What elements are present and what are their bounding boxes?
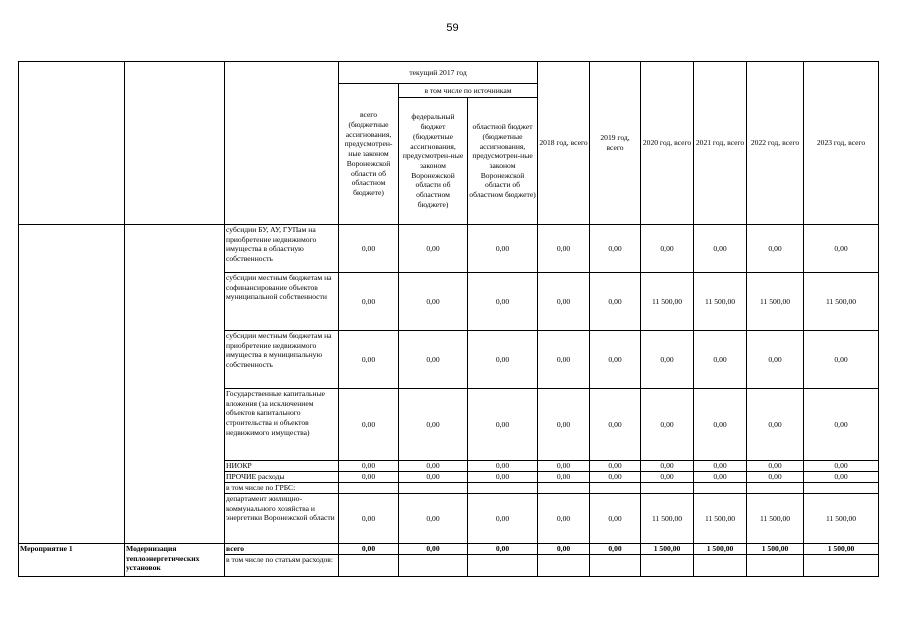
value-cell (641, 555, 694, 577)
value-cell (339, 555, 399, 577)
value-cell: 11 500,00 (747, 273, 804, 331)
header-2020: 2020 год, всего (641, 62, 694, 225)
value-cell (747, 483, 804, 494)
activity-title: Модернизация теплоэнергетических установок (125, 544, 225, 577)
empty-cell (125, 225, 225, 544)
value-cell: 0,00 (538, 331, 590, 389)
row-label: в том числе по ГРБС: (225, 483, 339, 494)
value-cell (641, 483, 694, 494)
value-cell: 0,00 (747, 225, 804, 273)
value-cell: 1 500,00 (804, 544, 879, 555)
value-cell: 11 500,00 (694, 494, 747, 544)
value-cell: 0,00 (590, 389, 641, 461)
value-cell: 0,00 (538, 494, 590, 544)
header-2023: 2023 год, всего (804, 62, 879, 225)
value-cell: 0,00 (538, 544, 590, 555)
value-cell: 0,00 (468, 494, 538, 544)
value-cell: 0,00 (339, 472, 399, 483)
value-cell: 0,00 (339, 273, 399, 331)
value-cell: 11 500,00 (641, 273, 694, 331)
header-2022: 2022 год, всего (747, 62, 804, 225)
value-cell: 0,00 (590, 273, 641, 331)
value-cell: 0,00 (538, 225, 590, 273)
value-cell: 0,00 (747, 461, 804, 472)
value-cell: 0,00 (468, 544, 538, 555)
value-cell: 0,00 (468, 225, 538, 273)
value-cell: 0,00 (747, 389, 804, 461)
header-row-1 (19, 62, 879, 84)
activity-total-row (19, 544, 879, 555)
row-label: субсидии БУ, АУ, ГУПам на приобретение недвижимого имущества в областную собственность (225, 225, 339, 273)
value-cell: 0,00 (641, 225, 694, 273)
value-cell: 0,00 (590, 494, 641, 544)
activity-name: Мероприятие 1 (19, 544, 125, 577)
header-current-year: текущий 2017 год (339, 62, 538, 84)
header-empty-cell-2 (125, 62, 225, 225)
value-cell: 0,00 (747, 331, 804, 389)
value-cell (694, 555, 747, 577)
value-cell (339, 483, 399, 494)
value-cell: 11 500,00 (694, 273, 747, 331)
header-2021: 2021 год, всего (694, 62, 747, 225)
header-total: всего (бюджетные ассигнования, предусмотрен-ные законом Воронежской области об областном бюджете) (339, 84, 399, 225)
value-cell: 0,00 (804, 225, 879, 273)
value-cell: 11 500,00 (804, 494, 879, 544)
header-2019: 2019 год, всего (590, 62, 641, 225)
value-cell (468, 555, 538, 577)
value-cell: 0,00 (538, 461, 590, 472)
value-cell: 0,00 (399, 331, 468, 389)
value-cell (590, 555, 641, 577)
value-cell: 0,00 (339, 544, 399, 555)
value-cell: 0,00 (694, 331, 747, 389)
value-cell: 0,00 (590, 225, 641, 273)
value-cell (399, 483, 468, 494)
value-cell: 0,00 (468, 472, 538, 483)
value-cell: 0,00 (339, 494, 399, 544)
value-cell: 11 500,00 (747, 494, 804, 544)
value-cell: 0,00 (538, 389, 590, 461)
value-cell: 0,00 (399, 494, 468, 544)
value-cell: 1 500,00 (694, 544, 747, 555)
value-cell: 0,00 (468, 389, 538, 461)
activity-items-label: в том числе по статьям расходов: (225, 555, 339, 577)
value-cell: 0,00 (804, 472, 879, 483)
value-cell (590, 483, 641, 494)
value-cell: 0,00 (641, 461, 694, 472)
value-cell (747, 555, 804, 577)
value-cell (538, 555, 590, 577)
value-cell: 0,00 (694, 461, 747, 472)
value-cell: 0,00 (468, 331, 538, 389)
value-cell (804, 555, 879, 577)
value-cell: 11 500,00 (804, 273, 879, 331)
header-federal: федеральный бюджет (бюджетные ассигнования, предусмотрен-ные законом Воронежской области об областном бюджете) (399, 98, 468, 225)
header-regional: областной бюджет (бюджетные ассигнования, предусмотрен-ные законом Воронежской области об областном бюджете) (468, 98, 538, 225)
value-cell: 0,00 (468, 273, 538, 331)
value-cell: 0,00 (399, 389, 468, 461)
value-cell (538, 483, 590, 494)
value-cell: 0,00 (538, 472, 590, 483)
value-cell: 0,00 (399, 544, 468, 555)
value-cell: 0,00 (399, 225, 468, 273)
value-cell: 0,00 (804, 389, 879, 461)
value-cell: 1 500,00 (641, 544, 694, 555)
value-cell: 0,00 (590, 544, 641, 555)
header-incl-sources: в том числе по источникам (399, 84, 538, 98)
value-cell: 0,00 (804, 331, 879, 389)
value-cell: 1 500,00 (747, 544, 804, 555)
value-cell: 0,00 (694, 225, 747, 273)
value-cell: 0,00 (641, 472, 694, 483)
value-cell: 0,00 (339, 225, 399, 273)
value-cell (694, 483, 747, 494)
table-row (19, 225, 879, 273)
row-label: ПРОЧИЕ расходы (225, 472, 339, 483)
value-cell: 0,00 (590, 472, 641, 483)
value-cell: 0,00 (590, 331, 641, 389)
value-cell (399, 555, 468, 577)
value-cell (804, 483, 879, 494)
row-label: НИОКР (225, 461, 339, 472)
value-cell: 0,00 (399, 461, 468, 472)
budget-table (18, 61, 879, 577)
empty-cell (19, 225, 125, 544)
value-cell: 0,00 (694, 472, 747, 483)
value-cell: 0,00 (747, 472, 804, 483)
value-cell: 0,00 (641, 389, 694, 461)
page-number: 59 (446, 22, 459, 34)
row-label: субсидии местным бюджетам на приобретение недвижимого имущества в муниципальную собственность (225, 331, 339, 389)
value-cell: 0,00 (590, 461, 641, 472)
value-cell: 0,00 (804, 461, 879, 472)
value-cell: 0,00 (468, 461, 538, 472)
value-cell: 0,00 (339, 461, 399, 472)
value-cell: 0,00 (641, 331, 694, 389)
header-empty-cell-1 (19, 62, 125, 225)
row-label: субсидии местным бюджетам на софинансирование объектов муниципальной собственности (225, 273, 339, 331)
row-label: департамент жилищно-коммунального хозяйства и энергетики Воронежской области (225, 494, 339, 544)
value-cell: 11 500,00 (641, 494, 694, 544)
header-empty-cell-3 (225, 62, 339, 225)
activity-total-label: всего (225, 544, 339, 555)
value-cell: 0,00 (399, 472, 468, 483)
value-cell: 0,00 (538, 273, 590, 331)
value-cell: 0,00 (694, 389, 747, 461)
row-label: Государственные капитальные вложения (за исключением объектов капитального строительства и объектов недвижимого имущества) (225, 389, 339, 461)
header-2018: 2018 год, всего (538, 62, 590, 225)
value-cell: 0,00 (339, 331, 399, 389)
value-cell: 0,00 (339, 389, 399, 461)
value-cell (468, 483, 538, 494)
value-cell: 0,00 (399, 273, 468, 331)
